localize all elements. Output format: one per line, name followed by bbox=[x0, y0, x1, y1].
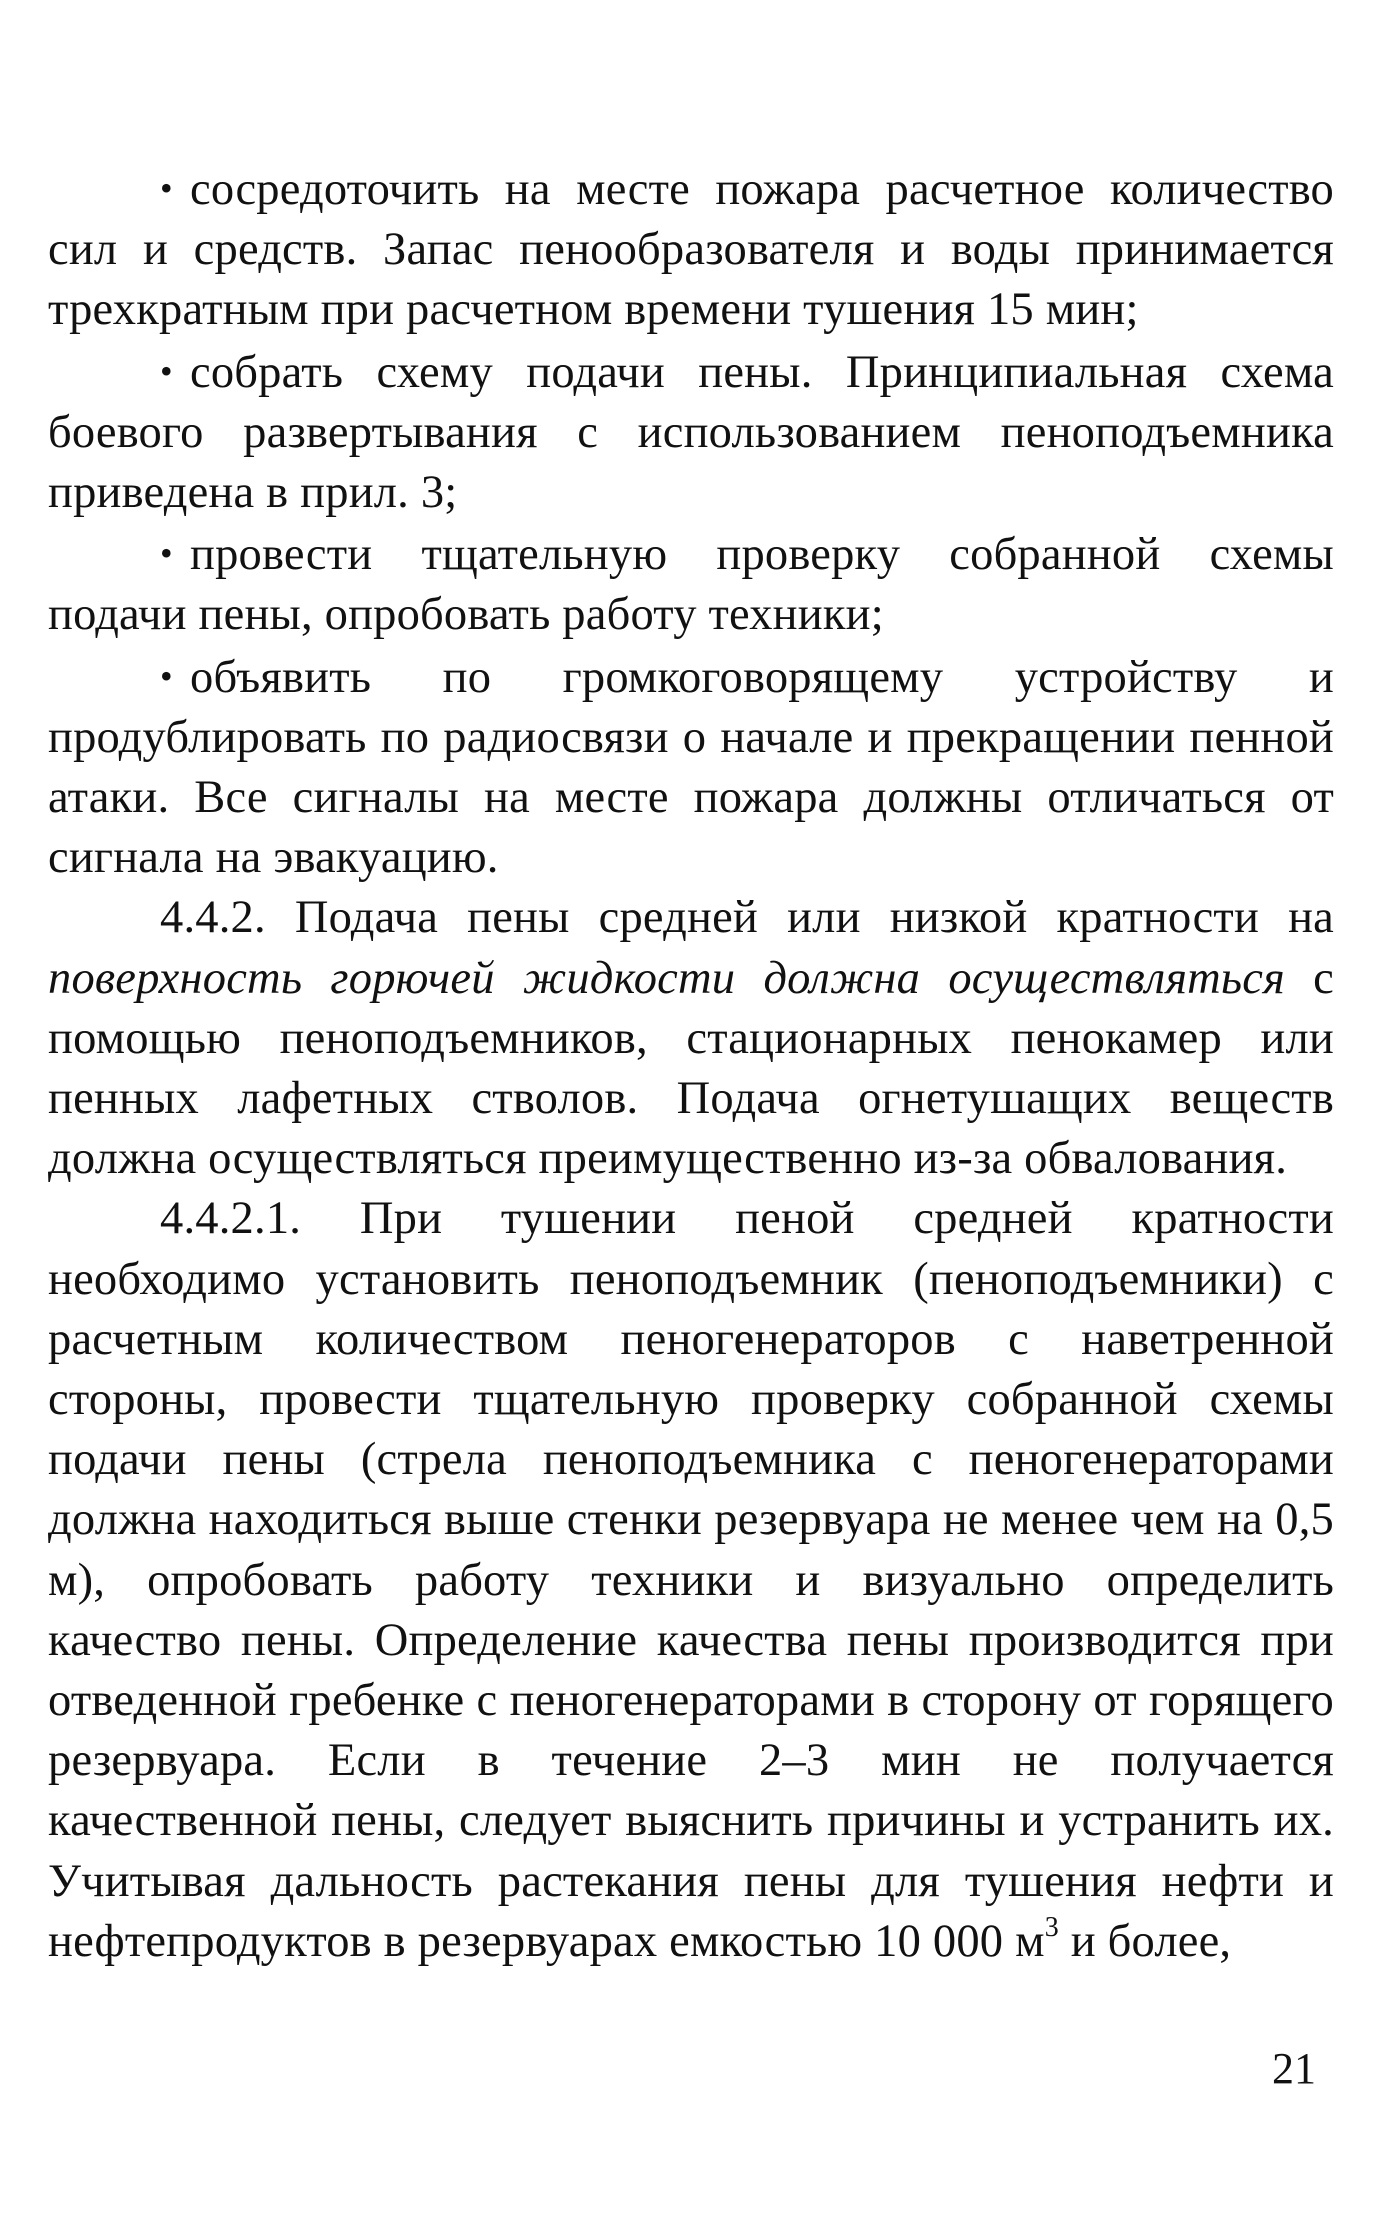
page-body bbox=[48, 158, 1334, 1972]
paragraph-4-4-2-1 bbox=[48, 1189, 1334, 1972]
bullet-item bbox=[48, 646, 1334, 889]
bullet-marker: • bbox=[160, 533, 173, 574]
bullet-text: собрать схему подачи пены. Принципиальная схема боевого развертывания с использованием пеноподъемника приведена в прил. 3; bbox=[48, 346, 1334, 519]
paragraph-rest: с помощью пеноподъемников, стационарных пенокамер или пенных лафетных стволов. Подача огнетушащих веществ должна осуществляться преимущественно из-за обвалования. bbox=[48, 952, 1335, 1185]
bullet-item bbox=[48, 158, 1334, 341]
italic-phrase: поверхность горючей жидкости должна осуществляться bbox=[48, 952, 1285, 1004]
section-number: 4.4.2. bbox=[160, 892, 266, 944]
paragraph-tail: и более, bbox=[1058, 1915, 1232, 1967]
bullet-item bbox=[48, 341, 1334, 524]
paragraph-lead: Подача пены средней или низкой кратности на bbox=[294, 892, 1335, 944]
bullet-marker: • bbox=[160, 655, 173, 696]
paragraph-text: При тушении пеной средней кратности необходимо установить пеноподъемник (пеноподъемники) с расчетным количеством пеногенераторов с наветренной стороны, провести тщательную проверку собранной схемы подачи пены (стрела пеноподъемника с пеногенераторами должна находиться выше стенки резервуара не менее чем на 0,5 м), опробовать работу техники и визуально определить качество пены. Определение качества пены производится при отведенной гребенке с пеногенераторами в сторону от горящего резервуара. Если в течение 2–3 мин не получается качественной пены, следует выяснить причины и устранить их. Учитывая дальность растекания пены для тушения нефти и нефтепродуктов в резервуарах емкостью 10 000 м bbox=[48, 1193, 1334, 1967]
paragraph-4-4-2 bbox=[48, 888, 1334, 1189]
bullet-marker: • bbox=[160, 350, 173, 391]
page-number: 21 bbox=[1272, 2044, 1316, 2093]
bullet-text: сосредоточить на месте пожара расчетное количество сил и средств. Запас пенообразователя и воды принимается трехкратным при расчетном времени тушения 15 мин; bbox=[48, 164, 1334, 336]
bullet-text: провести тщательную проверку собранной схемы подачи пены, опробовать работу техники; bbox=[48, 529, 1334, 641]
bullet-marker: • bbox=[160, 168, 173, 208]
superscript: 3 bbox=[1044, 1911, 1059, 1943]
section-number: 4.4.2.1. bbox=[160, 1193, 302, 1245]
bullet-item bbox=[48, 523, 1334, 645]
bullet-text: объявить по громкоговорящему устройству и продублировать по радиосвязи о начале и прекращении пенной атаки. Все сигналы на месте пожара должны отличаться от сигнала на эвакуацию. bbox=[48, 651, 1334, 884]
